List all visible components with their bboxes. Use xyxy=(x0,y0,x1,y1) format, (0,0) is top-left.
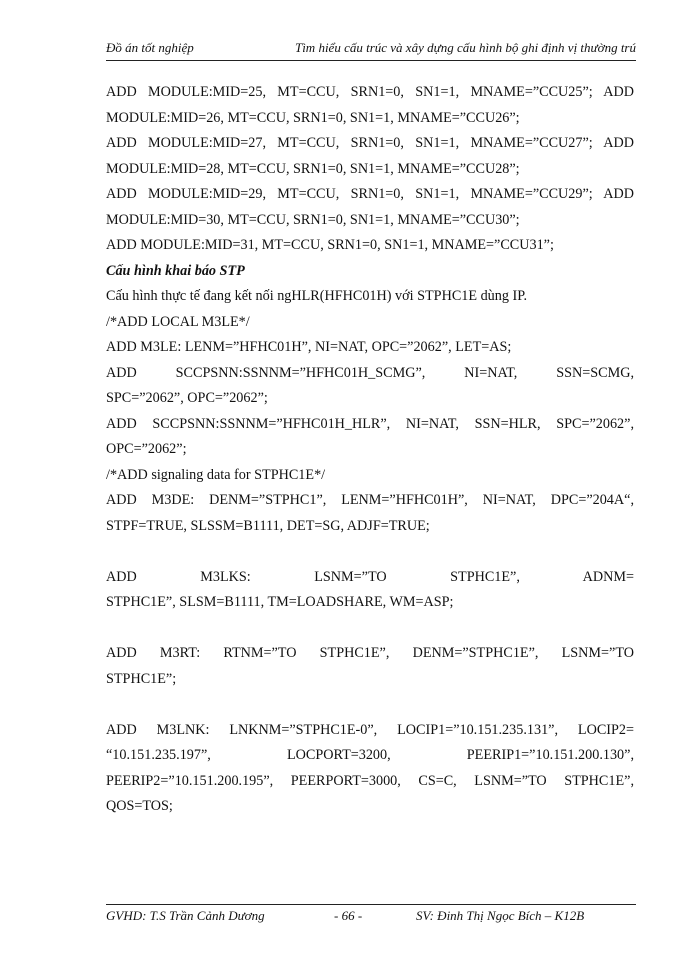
text-line: ADD MODULE:MID=29, MT=CCU, SRN1=0, SN1=1, MNAME=”CCU29”; ADD xyxy=(106,186,634,202)
text-line: MODULE:MID=26, MT=CCU, SRN1=0, SN1=1, MNAME=”CCU26”; xyxy=(106,109,520,126)
text-line: PEERIP2=”10.151.200.195”, PEERPORT=3000, CS=C, LSNM=”TO STPHC1E”, xyxy=(106,772,634,789)
page-header xyxy=(106,38,636,61)
footer-advisor: GVHD: T.S Trần Cảnh Dương xyxy=(106,908,265,923)
header-left-text: Đồ án tốt nghiệp xyxy=(106,40,194,55)
header-right-text: Tìm hiểu cấu trúc và xây dựng cấu hình bộ ghi định vị thường trú xyxy=(294,40,636,55)
text-line: OPC=”2062”; xyxy=(106,441,187,457)
text-line: SPC=”2062”, OPC=”2062”; xyxy=(106,390,268,406)
text-line: ADD SCCPSNN:SSNNM=”HFHC01H_HLR”, NI=NAT, SSN=HLR, SPC=”2062”, xyxy=(106,415,634,432)
text-line: QOS=TOS; xyxy=(106,798,173,814)
text-line: ADD SCCPSNN:SSNNM=”HFHC01H_SCMG”, NI=NAT, SSN=SCMG, xyxy=(106,364,634,381)
text-line: Cấu hình thực tế đang kết nối ngHLR(HFHC01H) với STPHC1E dùng IP. xyxy=(106,288,528,304)
page-footer xyxy=(106,904,636,927)
text-line: ADD M3LNK: LNKNM=”STPHC1E-0”, LOCIP1=”10.151.235.131”, LOCIP2= xyxy=(106,721,634,738)
text-line: ADD M3LE: LENM=”HFHC01H”, NI=NAT, OPC=”2062”, LET=AS; xyxy=(106,339,512,355)
document-body xyxy=(106,80,634,820)
text-line: /*ADD signaling data for STPHC1E*/ xyxy=(106,466,326,483)
text-line: MODULE:MID=30, MT=CCU, SRN1=0, SN1=1, MNAME=”CCU30”; xyxy=(106,211,520,228)
text-line: “10.151.235.197”, LOCPORT=3200, PEERIP1=”10.151.200.130”, xyxy=(106,747,634,763)
text-line: ADD M3RT: RTNM=”TO STPHC1E”, DENM=”STPHC1E”, LSNM=”TO xyxy=(106,645,634,661)
blank-line xyxy=(106,539,634,565)
text-line: /*ADD LOCAL M3LE*/ xyxy=(106,313,250,330)
text-line: MODULE:MID=28, MT=CCU, SRN1=0, SN1=1, MNAME=”CCU28”; xyxy=(106,160,520,177)
text-line: STPHC1E”; xyxy=(106,670,177,687)
text-line: STPHC1E”, SLSM=B1111, TM=LOADSHARE, WM=ASP; xyxy=(106,594,454,610)
page-number: - 66 - xyxy=(334,908,363,923)
text-line: ADD MODULE:MID=27, MT=CCU, SRN1=0, SN1=1, MNAME=”CCU27”; ADD xyxy=(106,135,634,151)
section-heading: Cấu hình khai báo STP xyxy=(106,262,245,279)
blank-line xyxy=(106,692,634,718)
text-line: ADD M3DE: DENM=”STPHC1”, LENM=”HFHC01H”, NI=NAT, DPC=”204A“, xyxy=(106,492,634,508)
text-line: ADD MODULE:MID=25, MT=CCU, SRN1=0, SN1=1, MNAME=”CCU25”; ADD xyxy=(106,84,634,100)
text-line: ADD MODULE:MID=31, MT=CCU, SRN1=0, SN1=1, MNAME=”CCU31”; xyxy=(106,237,554,253)
text-line: STPF=TRUE, SLSSM=B1111, DET=SG, ADJF=TRUE; xyxy=(106,517,430,534)
blank-line xyxy=(106,616,634,642)
text-line: ADD M3LKS: LSNM=”TO STPHC1E”, ADNM= xyxy=(106,568,634,585)
footer-student: SV: Đinh Thị Ngọc Bích – K12B xyxy=(416,908,585,923)
